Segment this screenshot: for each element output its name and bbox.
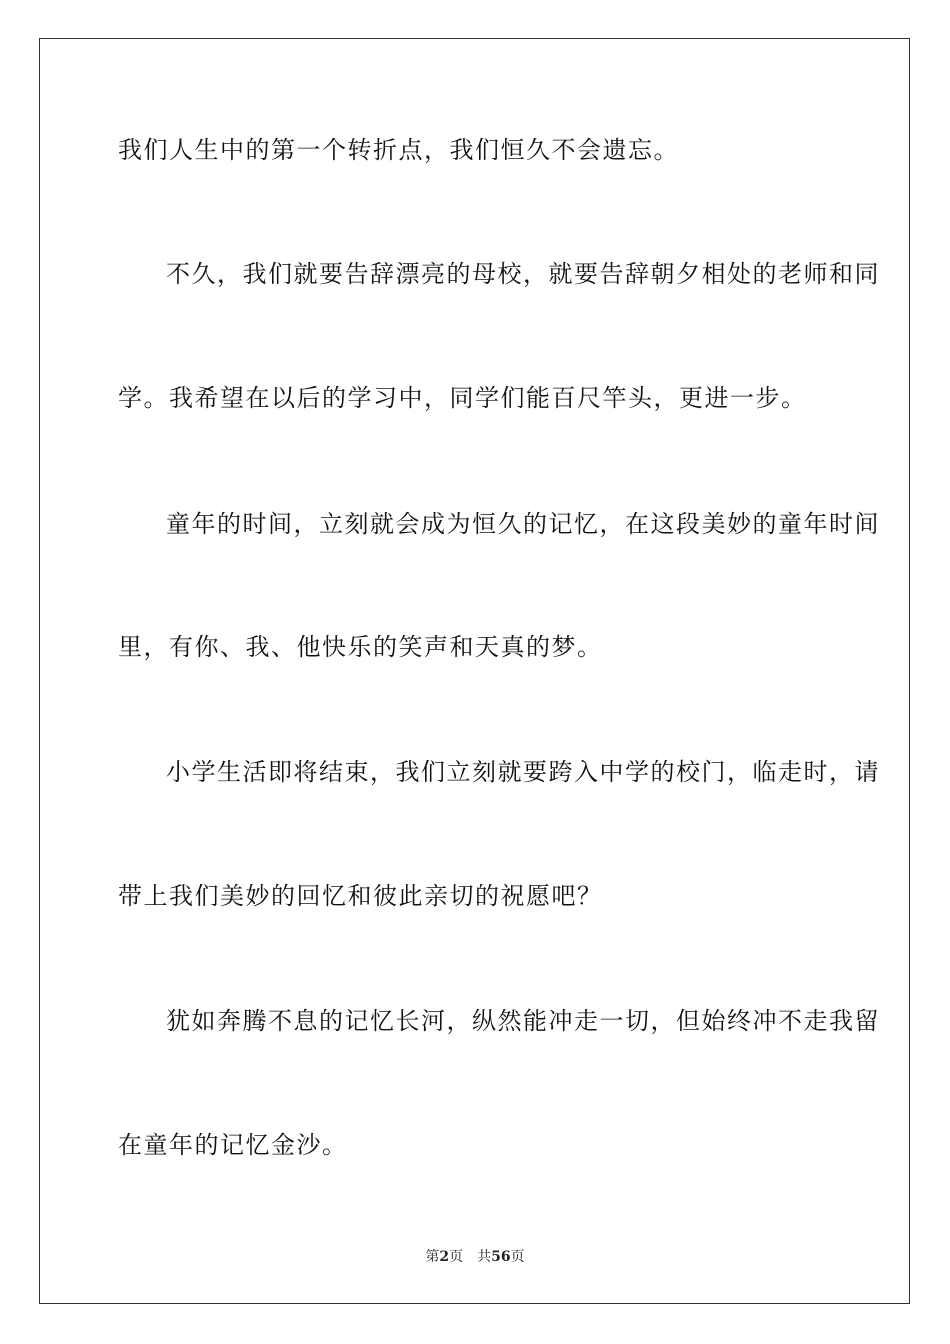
total-prefix: 共 xyxy=(477,1249,492,1265)
page-number: 2 xyxy=(439,1249,450,1265)
total-suffix: 页 xyxy=(510,1249,525,1265)
paragraph-line: 带上我们美妙的回忆和彼此亲切的祝愿吧？ xyxy=(118,882,603,910)
paragraph-line: 犹如奔腾不息的记忆长河，纵然能冲走一切，但始终冲不走我留 xyxy=(166,1007,880,1035)
paragraph-line: 小学生活即将结束，我们立刻就要跨入中学的校门，临走时，请 xyxy=(166,758,880,786)
paragraph-line: 在童年的记忆金沙。 xyxy=(118,1131,348,1159)
paragraph-line: 童年的时间，立刻就会成为恒久的记忆，在这段美妙的童年时间 xyxy=(166,510,880,538)
paragraph-line: 不久，我们就要告辞漂亮的母校，就要告辞朝夕相处的老师和同 xyxy=(166,260,880,288)
paragraph-line: 我们人生中的第一个转折点，我们恒久不会遗忘。 xyxy=(118,136,679,164)
paragraph-line: 学。我希望在以后的学习中，同学们能百尺竿头，更进一步。 xyxy=(118,384,807,412)
total-pages: 56 xyxy=(491,1249,511,1265)
page-suffix: 页 xyxy=(449,1249,464,1265)
page-prefix: 第 xyxy=(425,1249,440,1265)
page-footer xyxy=(0,1248,950,1266)
paragraph-line: 里，有你、我、他快乐的笑声和天真的梦。 xyxy=(118,633,603,661)
page-border xyxy=(39,38,910,1304)
